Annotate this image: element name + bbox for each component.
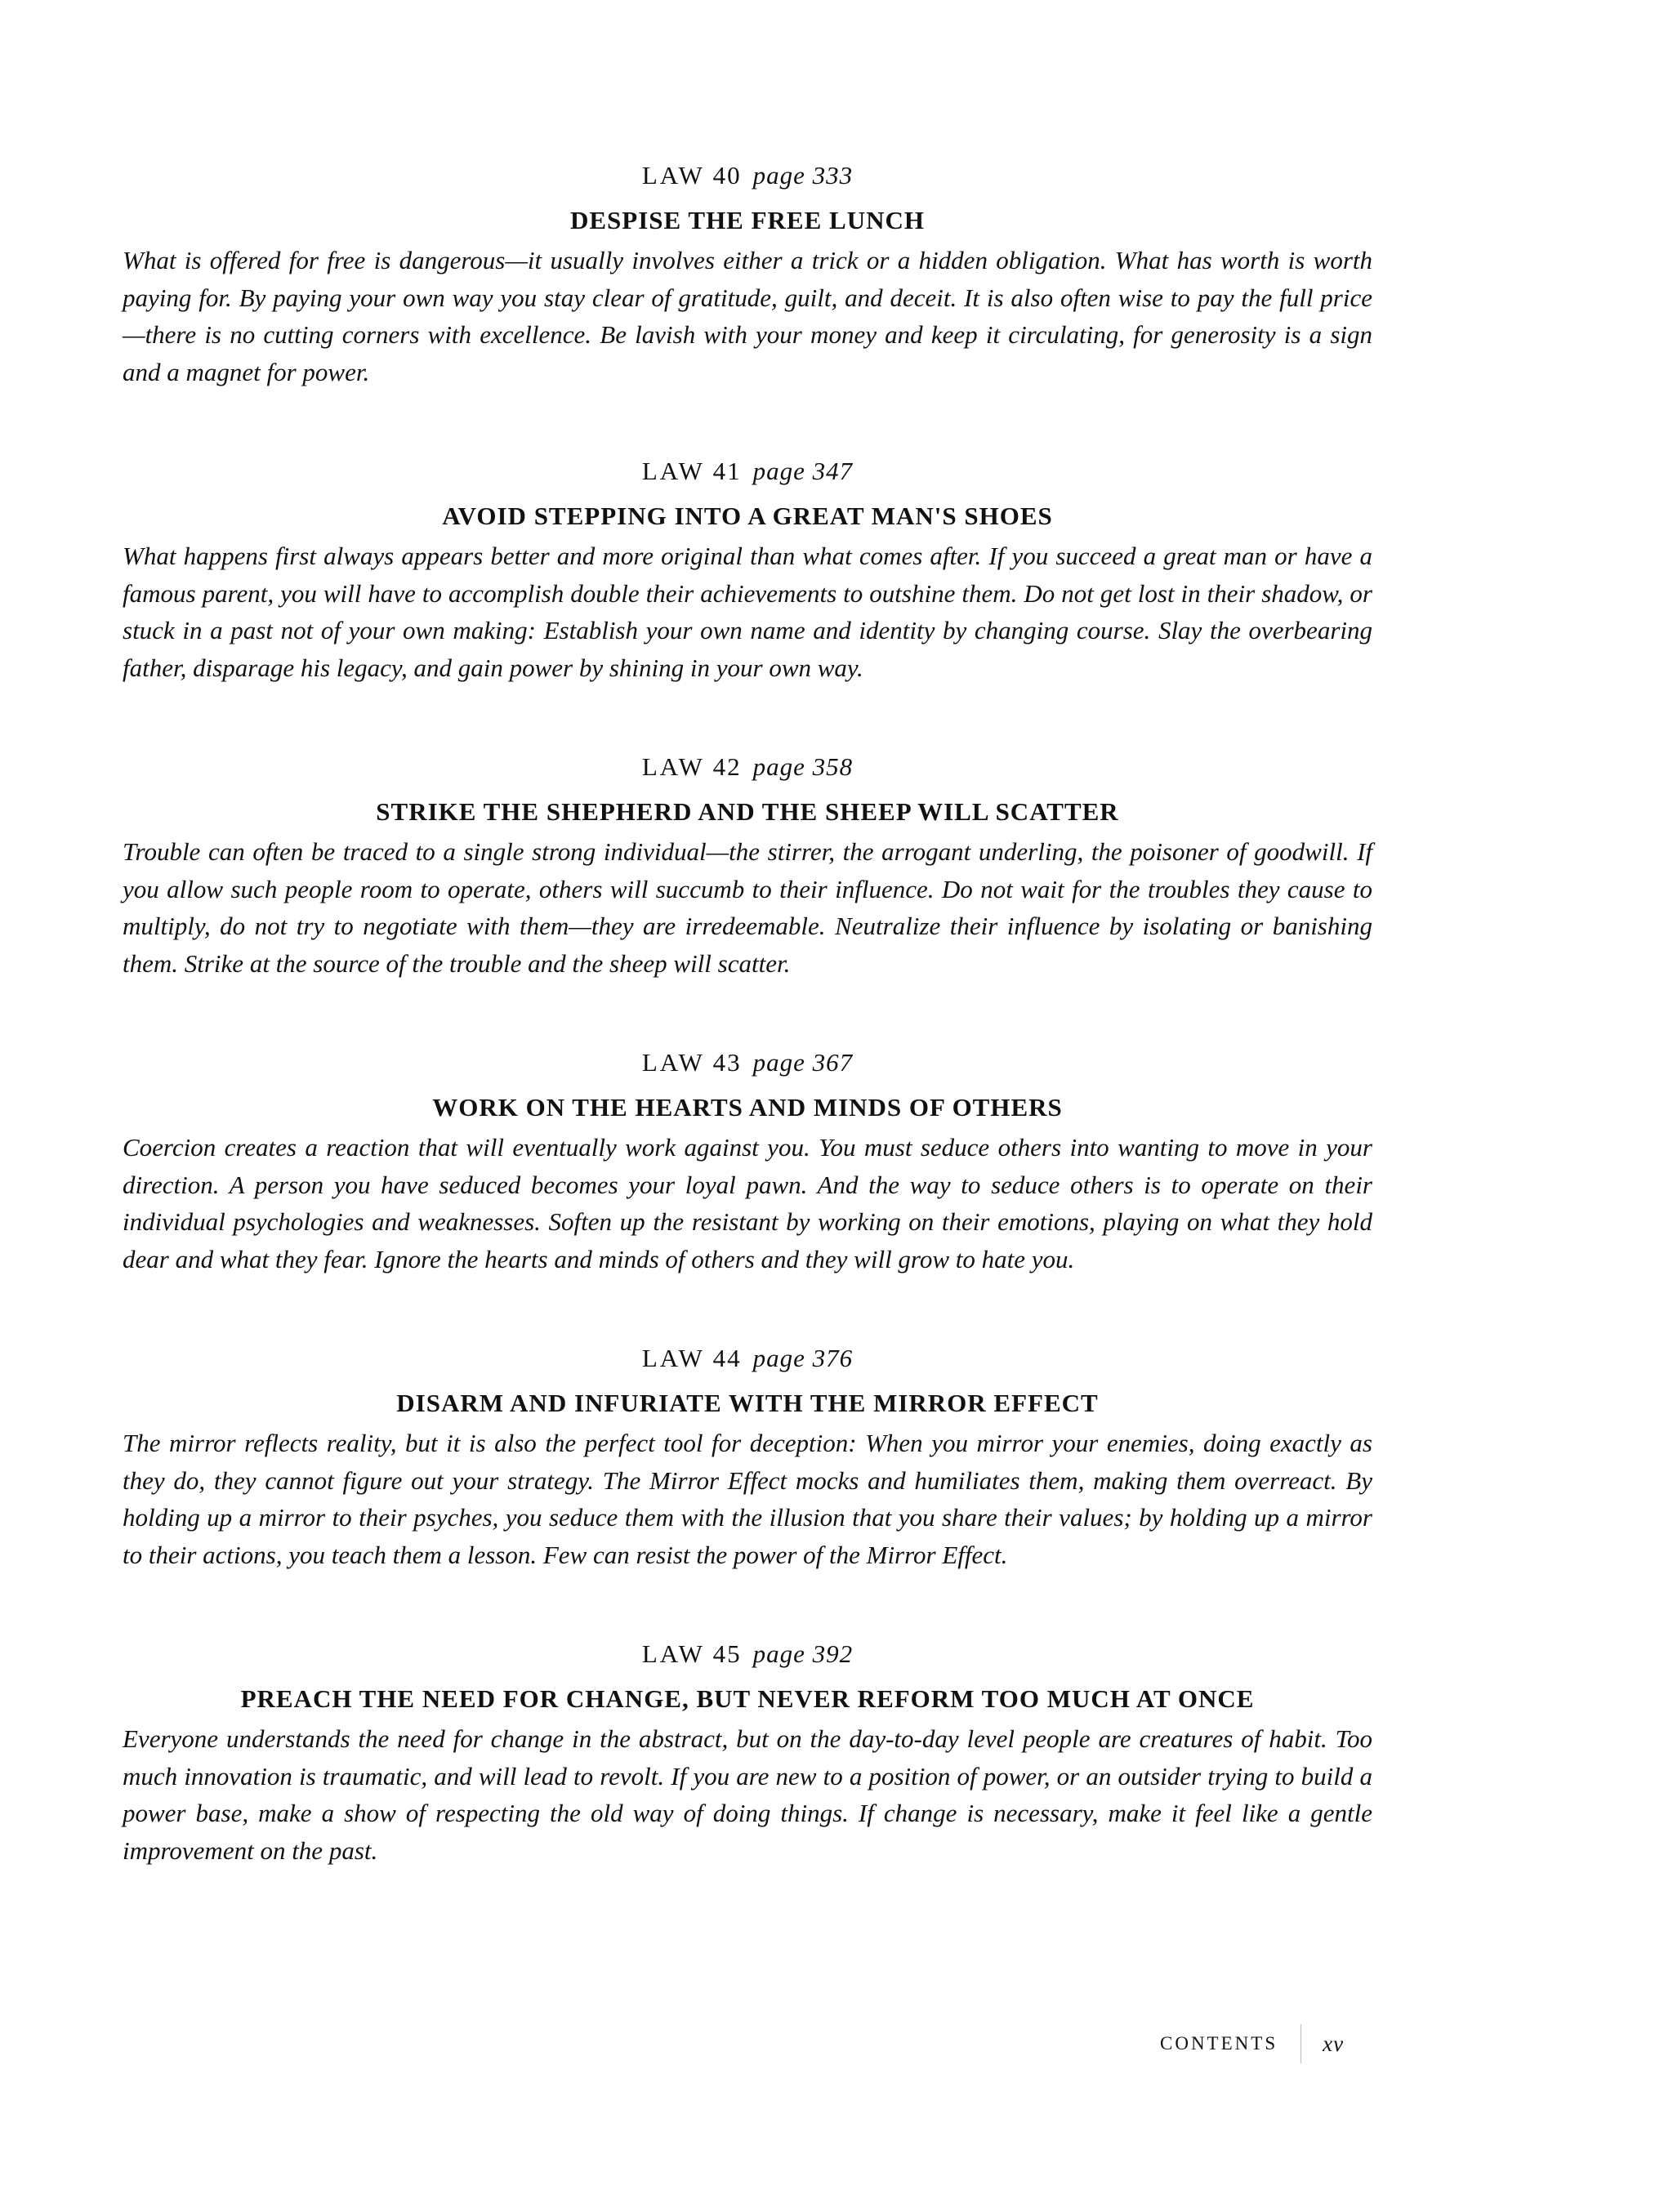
law-heading (123, 155, 1372, 196)
law-entry-44 (123, 1338, 1372, 1573)
running-footer-section: CONTENTS (1160, 2033, 1278, 2054)
contents-page (123, 155, 1372, 1869)
law-entry-41 (123, 451, 1372, 686)
law-title: WORK ON THE HEARTS AND MINDS OF OTHERS (432, 1093, 1063, 1122)
law-number: 42 (712, 752, 742, 781)
law-label: LAW (641, 1048, 705, 1077)
law-heading (123, 1634, 1372, 1675)
law-heading (123, 1338, 1372, 1379)
law-heading (123, 747, 1372, 787)
law-number: 44 (712, 1344, 742, 1372)
law-entry-43 (123, 1042, 1372, 1278)
law-number: 40 (712, 161, 742, 190)
page-number: xv (1323, 2031, 1345, 2056)
law-title: DESPISE THE FREE LUNCH (569, 206, 925, 234)
law-label: LAW (641, 752, 705, 781)
law-entry-45 (123, 1634, 1372, 1869)
law-summary: What happens first always appears better and more original than what comes after. If you succeed a great man or have a famous parent, you will have to accomplish double their achievements to outshine them. Do not get lost in their shadow, or stuck in a past not of your own making: Establish your own name and identity by changing course. Slay the overbearing father, disparage his legacy, and gain power by shining in your own way. (123, 542, 1372, 682)
footer-divider (1300, 2024, 1301, 2063)
law-page-ref: page 333 (752, 161, 854, 190)
law-summary: Coercion creates a reaction that will eventually work against you. You must seduce others into wanting to move in your direction. A person you have seduced becomes your loyal pawn. And the way to seduce others is to operate on their individual psychologies and weaknesses. Soften up the resistant by working on their emotions, playing on what they hold dear and what they fear. Ignore the hearts and minds of others and they will grow to hate you. (123, 1133, 1372, 1273)
page-footer (1160, 2024, 1344, 2063)
law-summary: Trouble can often be traced to a single strong individual—the stirrer, the arrogant underling, the poisoner of goodwill. If you allow such people room to operate, others will succumb to their influence. Do not wait for the troubles they cause to multiply, do not try to negotiate with them—they are irredeemable. Neutralize their influence by isolating or banishing them. Strike at the source of the trouble and the sheep will scatter. (123, 837, 1372, 978)
law-summary: What is offered for free is dangerous—it usually involves either a trick or a hidden obligation. What has worth is worth paying for. By paying your own way you stay clear of gratitude, guilt, and deceit. It is also often wise to pay the full price—there is no cutting corners with excellence. Be lavish with your money and keep it circulating, for generosity is a sign and a magnet for power. (123, 246, 1372, 386)
law-page-ref: page 376 (752, 1344, 854, 1372)
law-title: AVOID STEPPING INTO A GREAT MAN'S SHOES (442, 502, 1053, 530)
law-heading (123, 1042, 1372, 1083)
law-summary: Everyone understands the need for change in the abstract, but on the day-to-day level people are creatures of habit. Too much innovation is traumatic, and will lead to revolt. If you are new to a position of power, or an outsider trying to build a power base, make a show of respecting the old way of doing things. If change is necessary, make it feel like a gentle improvement on the past. (123, 1724, 1372, 1865)
law-page-ref: page 358 (752, 752, 854, 781)
law-entry-42 (123, 747, 1372, 982)
law-number: 45 (712, 1639, 742, 1668)
law-page-ref: page 392 (752, 1639, 854, 1668)
law-number: 41 (712, 457, 742, 485)
law-number: 43 (712, 1048, 742, 1077)
law-summary: The mirror reflects reality, but it is also the perfect tool for deception: When you mirror your enemies, doing exactly as they do, they cannot figure out your strategy. The Mirror Effect mocks and humiliates them, making them overreact. By holding up a mirror to their psyches, you seduce them with the illusion that you share their values; by holding up a mirror to their actions, you teach them a lesson. Few can resist the power of the Mirror Effect. (123, 1429, 1372, 1569)
law-label: LAW (641, 457, 705, 485)
law-entry-40 (123, 155, 1372, 390)
law-label: LAW (641, 161, 705, 190)
law-page-ref: page 367 (752, 1048, 854, 1077)
law-label: LAW (641, 1639, 705, 1668)
law-page-ref: page 347 (752, 457, 854, 485)
law-title: PREACH THE NEED FOR CHANGE, BUT NEVER REFORM TOO MUCH AT ONCE (240, 1684, 1255, 1713)
law-label: LAW (641, 1344, 705, 1372)
law-title: STRIKE THE SHEPHERD AND THE SHEEP WILL SCATTER (376, 797, 1119, 826)
law-heading (123, 451, 1372, 492)
law-title: DISARM AND INFURIATE WITH THE MIRROR EFFECT (396, 1389, 1099, 1417)
